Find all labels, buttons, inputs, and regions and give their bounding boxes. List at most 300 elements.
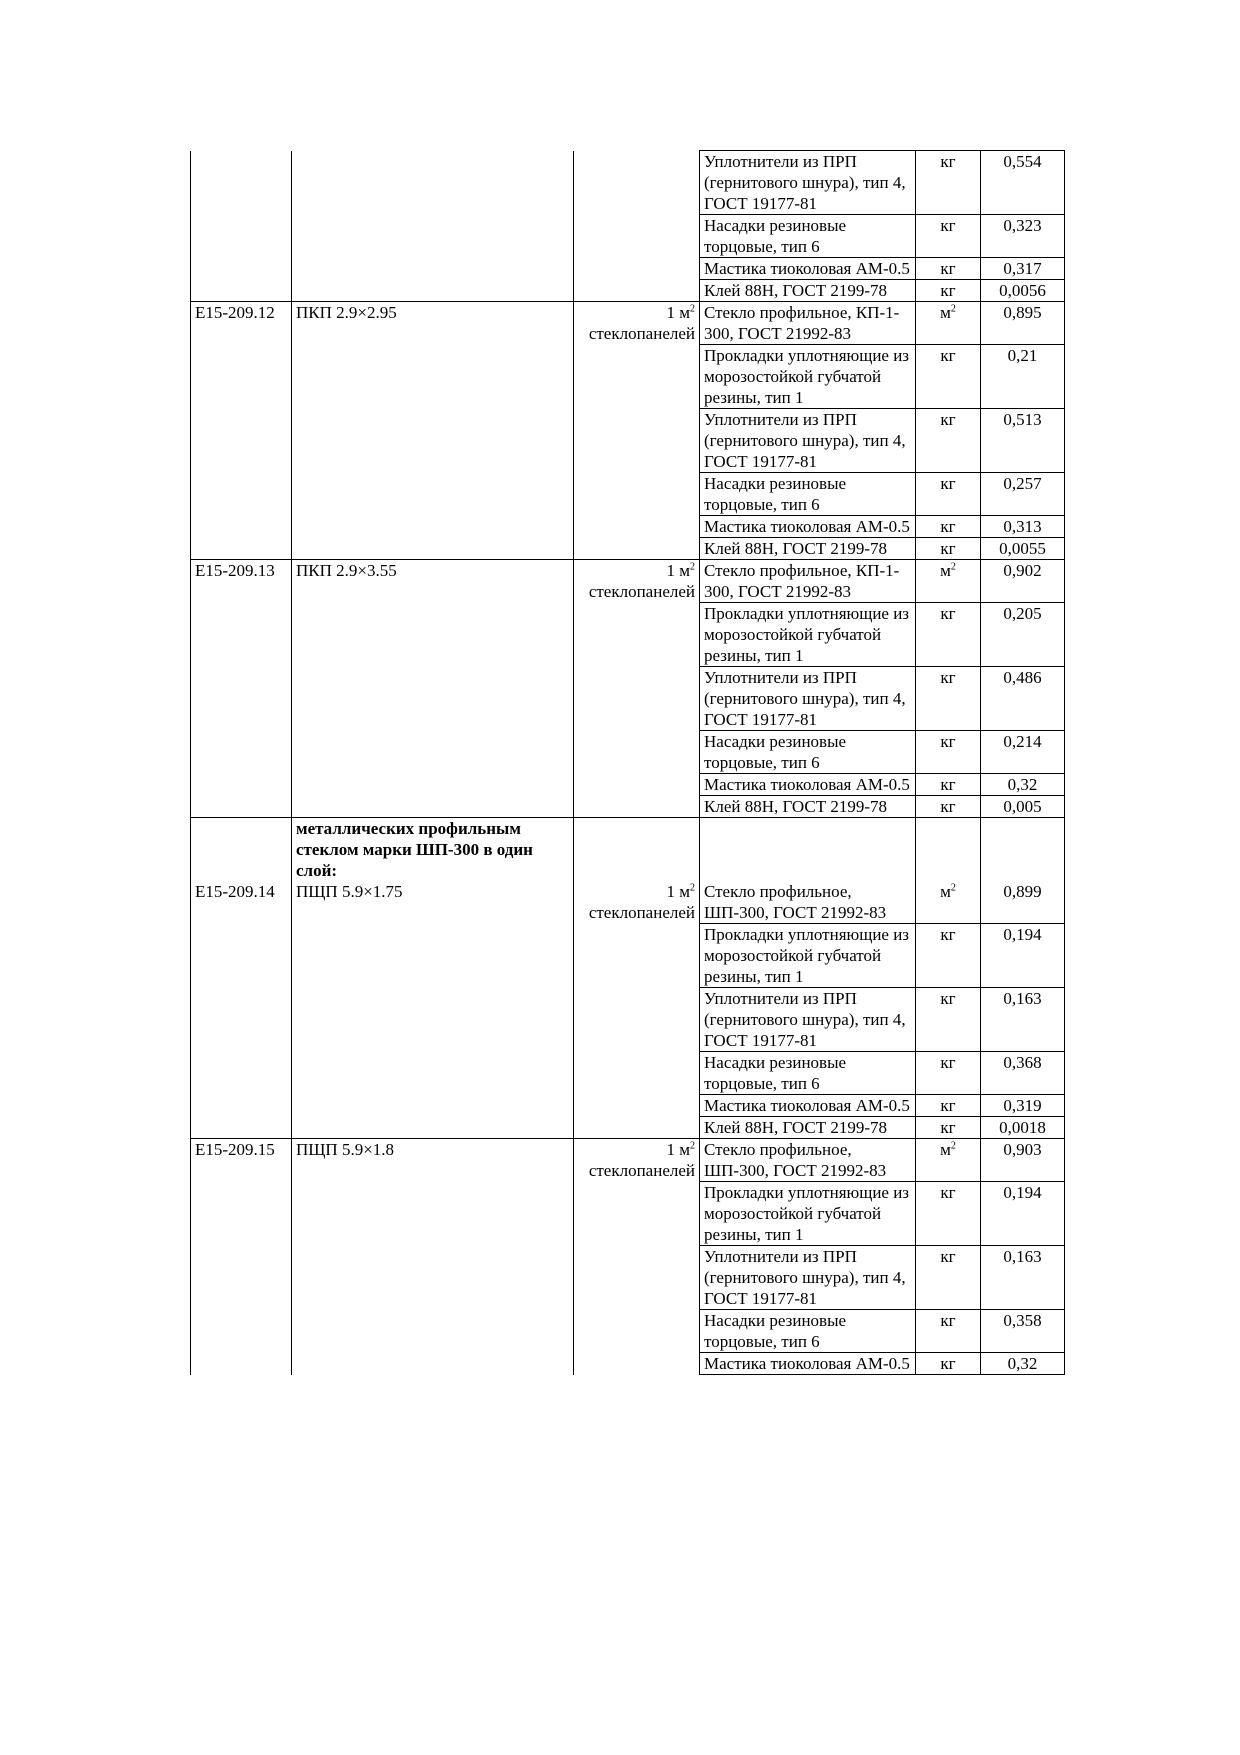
- resource-qty: [981, 1353, 1065, 1375]
- resource-unit: [916, 796, 981, 818]
- resource-unit: [916, 151, 981, 215]
- norm-code: Е15-209.13: [195, 561, 275, 580]
- norm-unit: 1 м: [666, 882, 690, 901]
- code-cell: [191, 302, 292, 345]
- resource-name: [700, 1246, 916, 1310]
- name-cell: [292, 988, 574, 1052]
- resource-unit: [916, 1117, 981, 1139]
- name-cell: [292, 1117, 574, 1139]
- name-cell: [292, 667, 574, 731]
- code-cell: [191, 560, 292, 603]
- table-row: [191, 774, 1065, 796]
- resource-text: Мастика тиоколовая АМ-0.5: [704, 259, 910, 278]
- resource-text: Прокладки уплотняющие из морозостойкой губчатой резины, тип 1: [704, 346, 910, 407]
- norm-unit-cell: [574, 560, 700, 603]
- resource-text: Клей 88Н, ГОСТ 2199-78: [704, 1118, 888, 1137]
- table-row: [191, 1117, 1065, 1139]
- table-row: [191, 280, 1065, 302]
- norm-code: Е15-209.15: [195, 1140, 275, 1159]
- qty-text: 0,214: [1003, 732, 1042, 751]
- unit-exponent: 2: [950, 561, 956, 573]
- norm-unit: 1 м: [666, 303, 690, 322]
- resource-name: [700, 258, 916, 280]
- resource-unit: [916, 215, 981, 258]
- norm-unit-cell: [574, 473, 700, 516]
- norm-unit-suffix: стеклопанелей: [588, 582, 695, 601]
- resource-name: [700, 1182, 916, 1246]
- resource-name: [700, 151, 916, 215]
- resource-qty: [981, 280, 1065, 302]
- unit-exponent: 2: [950, 303, 956, 315]
- resource-qty: [981, 988, 1065, 1052]
- table-row: [191, 796, 1065, 818]
- resource-qty: [981, 302, 1065, 345]
- norm-unit-cell: [574, 302, 700, 345]
- resource-unit-text: кг: [940, 346, 956, 365]
- norm-unit-cell: [574, 215, 700, 258]
- resource-name: [700, 796, 916, 818]
- resource-text: Мастика тиоколовая АМ-0.5: [704, 1354, 910, 1373]
- estimate-table-body: [191, 151, 1065, 1375]
- resource-text: Стекло профильное, ШП-300, ГОСТ 21992-83: [704, 1140, 887, 1180]
- code-cell: [191, 1182, 292, 1246]
- norm-unit-cell: [574, 731, 700, 774]
- unit-exponent: 2: [950, 1140, 956, 1152]
- resource-text: Клей 88Н, ГОСТ 2199-78: [704, 281, 888, 300]
- table-row: [191, 258, 1065, 280]
- name-cell: [292, 603, 574, 667]
- resource-qty: [981, 560, 1065, 603]
- resource-name: [700, 538, 916, 560]
- qty-text: 0,205: [1003, 604, 1042, 623]
- spacer: [704, 818, 911, 881]
- resource-unit-text: кг: [940, 517, 956, 536]
- norm-name: ПКП 2.9×2.95: [296, 303, 397, 322]
- resource-qty: [981, 1246, 1065, 1310]
- qty-text: 0,902: [1003, 561, 1042, 580]
- estimate-table: [190, 150, 1065, 1375]
- resource-unit-text: кг: [940, 604, 956, 623]
- resource-name: [700, 215, 916, 258]
- qty-text: 0,194: [1003, 1183, 1042, 1202]
- table-row: [191, 1052, 1065, 1095]
- resource-qty: [981, 1310, 1065, 1353]
- resource-unit-text: кг: [940, 1183, 956, 1202]
- qty-text: 0,513: [1003, 410, 1042, 429]
- name-cell: [292, 1353, 574, 1375]
- resource-unit-text: кг: [940, 1118, 956, 1137]
- resource-unit-text: кг: [940, 775, 956, 794]
- code-cell: [191, 924, 292, 988]
- resource-qty: [981, 409, 1065, 473]
- resource-qty: [981, 151, 1065, 215]
- spacer: [195, 818, 287, 881]
- resource-unit: [916, 667, 981, 731]
- resource-qty: [981, 345, 1065, 409]
- norm-name: ПЩП 5.9×1.75: [296, 882, 403, 901]
- code-cell: [191, 1095, 292, 1117]
- resource-name: [700, 345, 916, 409]
- name-cell: [292, 731, 574, 774]
- unit-exponent: 2: [690, 1140, 695, 1152]
- resource-text: Прокладки уплотняющие из морозостойкой губчатой резины, тип 1: [704, 1183, 910, 1244]
- resource-unit-text: м: [940, 303, 951, 322]
- norm-unit-cell: [574, 796, 700, 818]
- resource-qty: [981, 538, 1065, 560]
- norm-name: ПКП 2.9×3.55: [296, 561, 397, 580]
- table-row: [191, 818, 1065, 924]
- code-cell: [191, 409, 292, 473]
- resource-unit-text: м: [940, 561, 951, 580]
- resource-qty: [981, 796, 1065, 818]
- name-cell: [292, 1139, 574, 1182]
- table-row: [191, 1095, 1065, 1117]
- code-cell: [191, 280, 292, 302]
- qty-text: 0,21: [1007, 346, 1038, 365]
- resource-unit: [916, 774, 981, 796]
- norm-name: ПЩП 5.9×1.8: [296, 1140, 395, 1159]
- name-cell: [292, 1246, 574, 1310]
- norm-unit: 1 м: [666, 1140, 690, 1159]
- table-row: [191, 1246, 1065, 1310]
- code-cell: [191, 1117, 292, 1139]
- qty-text: 0,32: [1007, 1354, 1038, 1373]
- resource-unit: [916, 988, 981, 1052]
- qty-text: 0,32: [1007, 775, 1038, 794]
- code-cell: [191, 796, 292, 818]
- qty-text: 0,554: [1003, 152, 1042, 171]
- resource-unit-text: кг: [940, 259, 956, 278]
- norm-unit-suffix: стеклопанелей: [588, 903, 695, 922]
- name-cell: [292, 796, 574, 818]
- qty-text: 0,0055: [999, 539, 1046, 558]
- resource-unit: [916, 1139, 981, 1182]
- table-row: [191, 924, 1065, 988]
- resource-text: Прокладки уплотняющие из морозостойкой губчатой резины, тип 1: [704, 604, 910, 665]
- code-cell: [191, 603, 292, 667]
- resource-unit: [916, 302, 981, 345]
- norm-unit-cell: [574, 774, 700, 796]
- table-row: [191, 603, 1065, 667]
- resource-qty: [981, 516, 1065, 538]
- unit-exponent: 2: [690, 882, 695, 894]
- norm-unit-cell: [574, 516, 700, 538]
- resource-unit: [916, 538, 981, 560]
- code-cell: [191, 818, 292, 924]
- resource-unit-text: кг: [940, 797, 956, 816]
- resource-unit: [916, 560, 981, 603]
- resource-unit-text: кг: [940, 1311, 956, 1330]
- resource-name: [700, 473, 916, 516]
- resource-name: [700, 516, 916, 538]
- qty-text: 0,368: [1003, 1053, 1042, 1072]
- resource-qty: [981, 1095, 1065, 1117]
- resource-name: [700, 1139, 916, 1182]
- norm-unit-suffix: стеклопанелей: [588, 1161, 695, 1180]
- norm-unit-cell: [574, 1052, 700, 1095]
- norm-unit-cell: [574, 1139, 700, 1182]
- norm-unit-cell: [574, 924, 700, 988]
- norm-unit-cell: [574, 1353, 700, 1375]
- code-cell: [191, 667, 292, 731]
- resource-unit-text: кг: [940, 732, 956, 751]
- resource-unit-text: м: [940, 1140, 951, 1159]
- resource-unit-text: кг: [940, 1096, 956, 1115]
- table-row: [191, 538, 1065, 560]
- resource-text: Прокладки уплотняющие из морозостойкой губчатой резины, тип 1: [704, 925, 910, 986]
- norm-unit-cell: [574, 409, 700, 473]
- name-cell: [292, 1310, 574, 1353]
- name-cell: [292, 409, 574, 473]
- table-row: [191, 215, 1065, 258]
- name-cell: [292, 151, 574, 215]
- qty-text: 0,194: [1003, 925, 1042, 944]
- table-row: [191, 1182, 1065, 1246]
- qty-text: 0,317: [1003, 259, 1042, 278]
- code-cell: [191, 516, 292, 538]
- qty-text: 0,257: [1003, 474, 1042, 493]
- table-row: [191, 516, 1065, 538]
- norm-code: Е15-209.14: [195, 882, 275, 901]
- name-cell: [292, 345, 574, 409]
- qty-text: 0,899: [1003, 882, 1042, 901]
- norm-unit-cell: [574, 1117, 700, 1139]
- resource-qty: [981, 1182, 1065, 1246]
- resource-text: Мастика тиоколовая АМ-0.5: [704, 1096, 910, 1115]
- resource-text: Стекло профильное, КП-1-300, ГОСТ 21992-83: [704, 561, 900, 601]
- resource-qty: [981, 473, 1065, 516]
- qty-text: 0,163: [1003, 989, 1042, 1008]
- code-cell: [191, 1139, 292, 1182]
- table-row: [191, 667, 1065, 731]
- resource-unit-text: кг: [940, 925, 956, 944]
- table-row: [191, 345, 1065, 409]
- resource-name: [700, 280, 916, 302]
- resource-unit: [916, 818, 981, 924]
- norm-unit-cell: [574, 538, 700, 560]
- qty-text: 0,486: [1003, 668, 1042, 687]
- resource-unit-text: кг: [940, 989, 956, 1008]
- qty-text: 0,0018: [999, 1118, 1046, 1137]
- resource-text: Мастика тиоколовая АМ-0.5: [704, 775, 910, 794]
- table-row: [191, 473, 1065, 516]
- resource-qty: [981, 215, 1065, 258]
- name-cell: [292, 302, 574, 345]
- qty-text: 0,323: [1003, 216, 1042, 235]
- resource-unit: [916, 516, 981, 538]
- resource-name: [700, 1353, 916, 1375]
- name-cell: [292, 1095, 574, 1117]
- table-row: [191, 731, 1065, 774]
- resource-name: [700, 409, 916, 473]
- unit-exponent: 2: [950, 882, 956, 894]
- unit-exponent: 2: [690, 303, 695, 315]
- code-cell: [191, 988, 292, 1052]
- resource-text: Стекло профильное, ШП-300, ГОСТ 21992-83: [704, 882, 887, 922]
- qty-text: 0,005: [1003, 797, 1042, 816]
- code-cell: [191, 1353, 292, 1375]
- resource-unit-text: кг: [940, 1354, 956, 1373]
- resource-unit-text: кг: [940, 216, 956, 235]
- norm-unit-cell: [574, 280, 700, 302]
- resource-qty: [981, 1117, 1065, 1139]
- code-cell: [191, 345, 292, 409]
- resource-text: Клей 88Н, ГОСТ 2199-78: [704, 797, 888, 816]
- resource-name: [700, 818, 916, 924]
- resource-name: [700, 1117, 916, 1139]
- name-cell: [292, 924, 574, 988]
- code-cell: [191, 774, 292, 796]
- resource-name: [700, 560, 916, 603]
- resource-name: [700, 774, 916, 796]
- norm-unit-cell: [574, 345, 700, 409]
- qty-text: 0,319: [1003, 1096, 1042, 1115]
- resource-name: [700, 731, 916, 774]
- resource-text: Стекло профильное, КП-1-300, ГОСТ 21992-83: [704, 303, 900, 343]
- name-cell: [292, 774, 574, 796]
- resource-unit: [916, 1246, 981, 1310]
- table-row: [191, 1353, 1065, 1375]
- norm-unit-cell: [574, 988, 700, 1052]
- resource-unit-text: кг: [940, 474, 956, 493]
- resource-qty: [981, 774, 1065, 796]
- code-cell: [191, 151, 292, 215]
- name-cell: [292, 818, 574, 924]
- resource-unit: [916, 731, 981, 774]
- norm-unit-cell: [574, 1182, 700, 1246]
- section-heading: металлических профильным стеклом марки ШП-300 в один слой:: [296, 819, 533, 880]
- spacer: [920, 818, 976, 881]
- resource-unit: [916, 1353, 981, 1375]
- resource-unit-text: кг: [940, 539, 956, 558]
- table-row: [191, 302, 1065, 345]
- resource-text: Уплотнители из ПРП (гернитового шнура), тип 4, ГОСТ 19177-81: [704, 989, 906, 1050]
- resource-unit: [916, 473, 981, 516]
- qty-text: 0,313: [1003, 517, 1042, 536]
- qty-text: 0,358: [1003, 1311, 1042, 1330]
- table-row: [191, 560, 1065, 603]
- code-cell: [191, 731, 292, 774]
- resource-text: Уплотнители из ПРП (гернитового шнура), тип 4, ГОСТ 19177-81: [704, 410, 906, 471]
- resource-name: [700, 988, 916, 1052]
- code-cell: [191, 473, 292, 516]
- spacer: [985, 818, 1060, 881]
- norm-unit-cell: [574, 151, 700, 215]
- resource-unit: [916, 409, 981, 473]
- resource-text: Насадки резиновые торцовые, тип 6: [704, 1053, 847, 1093]
- norm-unit-cell: [574, 1246, 700, 1310]
- resource-unit: [916, 1052, 981, 1095]
- qty-text: 0,895: [1003, 303, 1042, 322]
- resource-unit-text: м: [940, 882, 951, 901]
- resource-qty: [981, 667, 1065, 731]
- norm-unit-cell: [574, 1095, 700, 1117]
- code-cell: [191, 1246, 292, 1310]
- code-cell: [191, 1052, 292, 1095]
- resource-name: [700, 1310, 916, 1353]
- name-cell: [292, 473, 574, 516]
- qty-text: 0,0056: [999, 281, 1046, 300]
- resource-text: Клей 88Н, ГОСТ 2199-78: [704, 539, 888, 558]
- norm-unit-cell: [574, 667, 700, 731]
- resource-qty: [981, 258, 1065, 280]
- name-cell: [292, 516, 574, 538]
- name-cell: [292, 560, 574, 603]
- resource-unit-text: кг: [940, 668, 956, 687]
- norm-code: Е15-209.12: [195, 303, 275, 322]
- table-row: [191, 1310, 1065, 1353]
- resource-unit: [916, 258, 981, 280]
- table-row: [191, 151, 1065, 215]
- resource-unit-text: кг: [940, 281, 956, 300]
- resource-name: [700, 603, 916, 667]
- resource-text: Уплотнители из ПРП (гернитового шнура), тип 4, ГОСТ 19177-81: [704, 1247, 906, 1308]
- resource-name: [700, 924, 916, 988]
- resource-unit: [916, 345, 981, 409]
- resource-text: Насадки резиновые торцовые, тип 6: [704, 1311, 847, 1351]
- resource-qty: [981, 1139, 1065, 1182]
- resource-unit: [916, 1310, 981, 1353]
- norm-unit-suffix: стеклопанелей: [588, 324, 695, 343]
- resource-text: Уплотнители из ПРП (гернитового шнура), тип 4, ГОСТ 19177-81: [704, 668, 906, 729]
- resource-unit: [916, 280, 981, 302]
- spacer: [578, 818, 695, 881]
- resource-qty: [981, 1052, 1065, 1095]
- resource-unit: [916, 924, 981, 988]
- resource-unit: [916, 1095, 981, 1117]
- resource-name: [700, 1052, 916, 1095]
- resource-qty: [981, 603, 1065, 667]
- table-row: [191, 1139, 1065, 1182]
- resource-unit: [916, 1182, 981, 1246]
- resource-name: [700, 1095, 916, 1117]
- name-cell: [292, 1052, 574, 1095]
- resource-unit: [916, 603, 981, 667]
- norm-unit-cell: [574, 603, 700, 667]
- name-cell: [292, 280, 574, 302]
- resource-unit-text: кг: [940, 152, 956, 171]
- qty-text: 0,903: [1003, 1140, 1042, 1159]
- resource-text: Насадки резиновые торцовые, тип 6: [704, 732, 847, 772]
- resource-text: Уплотнители из ПРП (гернитового шнура), тип 4, ГОСТ 19177-81: [704, 152, 906, 213]
- code-cell: [191, 1310, 292, 1353]
- qty-text: 0,163: [1003, 1247, 1042, 1266]
- resource-text: Мастика тиоколовая АМ-0.5: [704, 517, 910, 536]
- resource-text: Насадки резиновые торцовые, тип 6: [704, 216, 847, 256]
- name-cell: [292, 215, 574, 258]
- resource-unit-text: кг: [940, 410, 956, 429]
- resource-qty: [981, 818, 1065, 924]
- table-row: [191, 988, 1065, 1052]
- norm-unit: 1 м: [666, 561, 690, 580]
- name-cell: [292, 538, 574, 560]
- resource-unit-text: кг: [940, 1247, 956, 1266]
- code-cell: [191, 538, 292, 560]
- resource-qty: [981, 731, 1065, 774]
- norm-unit-cell: [574, 818, 700, 924]
- resource-qty: [981, 924, 1065, 988]
- norm-unit-cell: [574, 258, 700, 280]
- norm-unit-cell: [574, 1310, 700, 1353]
- resource-unit-text: кг: [940, 1053, 956, 1072]
- resource-name: [700, 667, 916, 731]
- name-cell: [292, 258, 574, 280]
- resource-name: [700, 302, 916, 345]
- name-cell: [292, 1182, 574, 1246]
- resource-text: Насадки резиновые торцовые, тип 6: [704, 474, 847, 514]
- unit-exponent: 2: [690, 561, 695, 573]
- code-cell: [191, 258, 292, 280]
